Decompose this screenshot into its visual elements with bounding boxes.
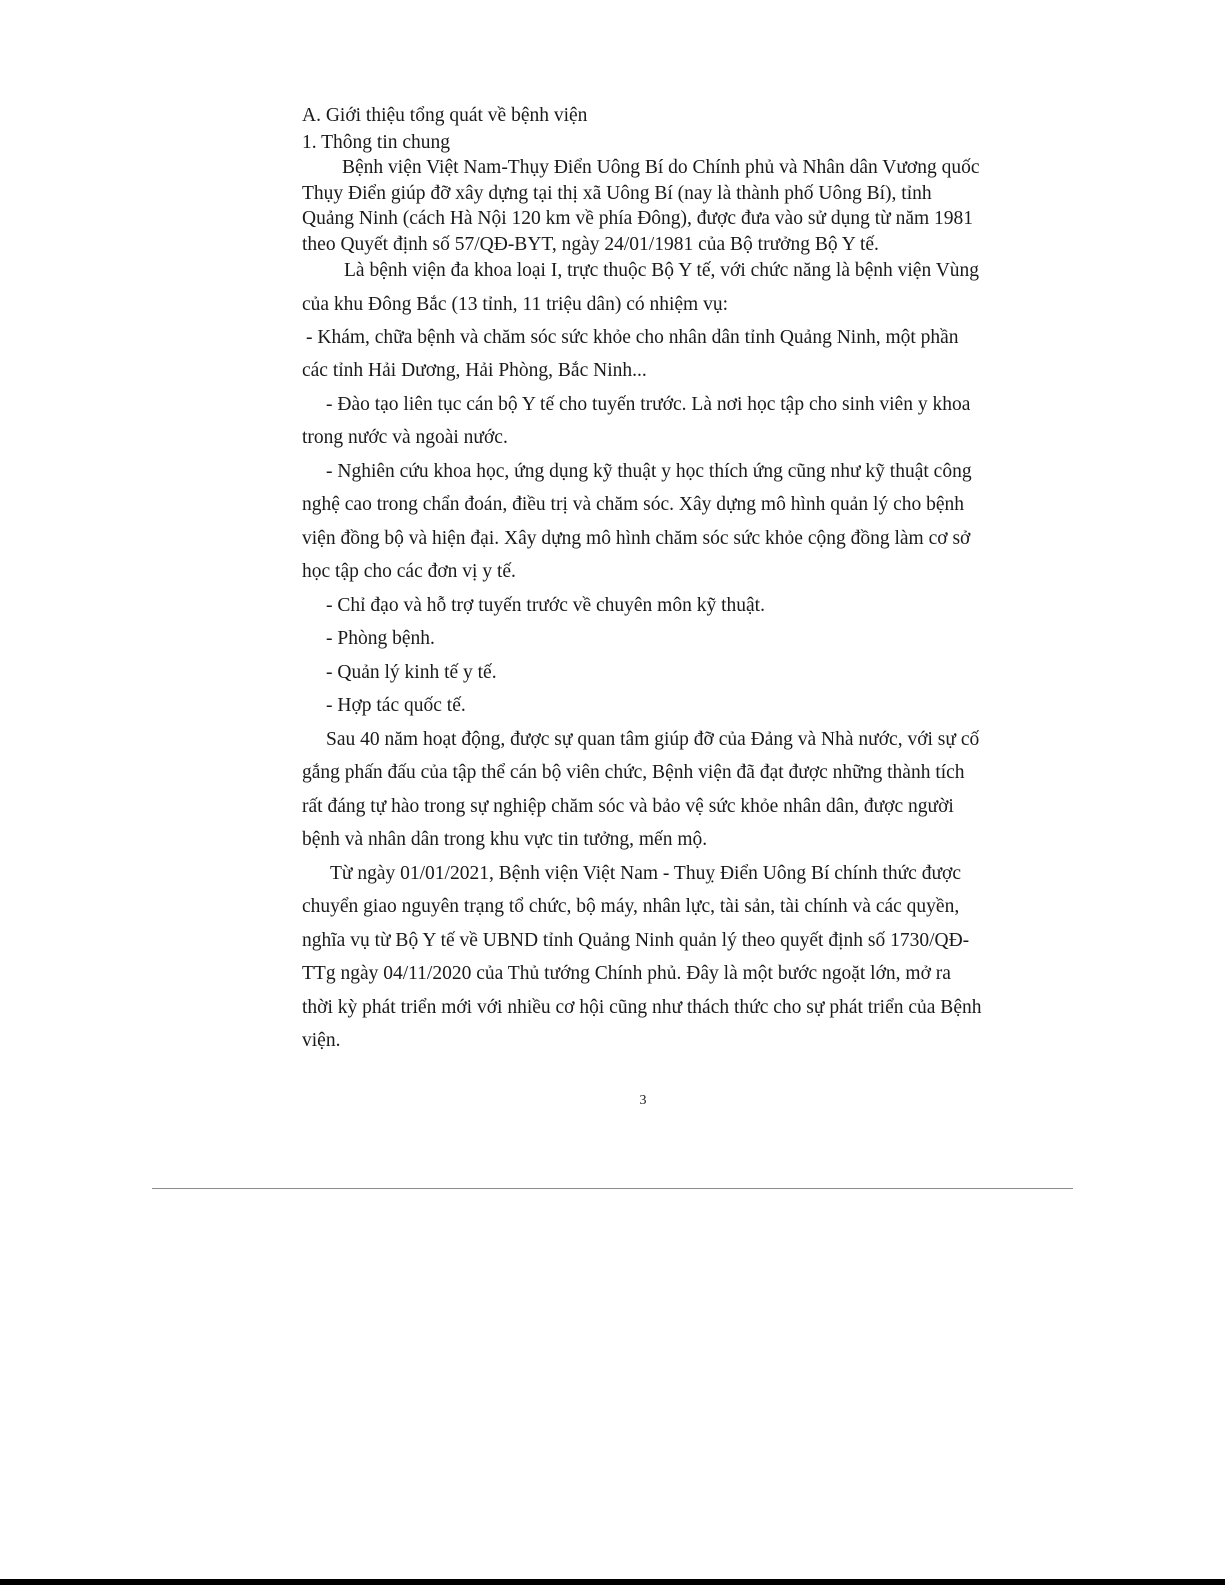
paragraph-line: của khu Đông Bắc (13 tỉnh, 11 triệu dân) có nhiệm vụ:: [302, 294, 729, 315]
list-item-line: viện đồng bộ và hiện đại. Xây dựng mô hình chăm sóc sức khỏe cộng đồng làm cơ sở: [302, 528, 971, 549]
paragraph-line: TTg ngày 04/11/2020 của Thủ tướng Chính phủ. Đây là một bước ngoặt lớn, mở ra: [302, 963, 951, 984]
paragraph-line: chuyển giao nguyên trạng tổ chức, bộ máy, nhân lực, tài sản, tài chính và các quyền,: [302, 896, 960, 917]
section-heading: A. Giới thiệu tổng quát về bệnh viện: [302, 105, 588, 126]
paragraph-line: Là bệnh viện đa khoa loại I, trực thuộc Bộ Y tế, với chức năng là bệnh viện Vùng: [344, 260, 980, 281]
list-item-line: - Nghiên cứu khoa học, ứng dụng kỹ thuật y học thích ứng cũng như kỹ thuật công: [326, 461, 972, 482]
paragraph-line: gắng phấn đấu của tập thể cán bộ viên chức, Bệnh viện đã đạt được những thành tích: [302, 762, 965, 783]
list-item-line: trong nước và ngoài nước.: [302, 427, 508, 448]
paragraph-line: Sau 40 năm hoạt động, được sự quan tâm giúp đỡ của Đảng và Nhà nước, với sự cố: [326, 729, 980, 750]
page-separator: [152, 1188, 1073, 1189]
list-item-line: học tập cho các đơn vị y tế.: [302, 561, 516, 582]
list-item-line: - Quản lý kinh tế y tế.: [326, 662, 497, 683]
paragraph-line: Quảng Ninh (cách Hà Nội 120 km về phía Đông), được đưa vào sử dụng từ năm 1981: [302, 208, 974, 229]
paragraph-line: nghĩa vụ từ Bộ Y tế về UBND tỉnh Quảng Ninh quản lý theo quyết định số 1730/QĐ-: [302, 930, 970, 951]
list-item-line: nghệ cao trong chẩn đoán, điều trị và chăm sóc. Xây dựng mô hình quản lý cho bệnh: [302, 494, 965, 515]
paragraph-line: Từ ngày 01/01/2021, Bệnh viện Việt Nam - Thuỵ Điển Uông Bí chính thức được: [330, 863, 961, 884]
paragraph-line: thời kỳ phát triển mới với nhiều cơ hội cũng như thách thức cho sự phát triển của Bệnh: [302, 997, 982, 1018]
list-item-line: - Phòng bệnh.: [326, 628, 435, 649]
list-item-line: - Đào tạo liên tục cán bộ Y tế cho tuyến trước. Là nơi học tập cho sinh viên y khoa: [326, 394, 971, 415]
page-number: 3: [639, 1093, 647, 1108]
list-item-line: - Khám, chữa bệnh và chăm sóc sức khỏe cho nhân dân tỉnh Quảng Ninh, một phần: [306, 327, 959, 348]
list-item-line: - Chỉ đạo và hỗ trợ tuyến trước về chuyên môn kỹ thuật.: [326, 595, 765, 616]
list-item-line: các tỉnh Hải Dương, Hải Phòng, Bắc Ninh...: [302, 360, 647, 381]
bottom-edge-bar: [0, 1579, 1225, 1585]
paragraph-line: Bệnh viện Việt Nam-Thụy Điển Uông Bí do Chính phủ và Nhân dân Vương quốc: [342, 157, 980, 178]
subsection-heading: 1. Thông tin chung: [302, 132, 451, 153]
paragraph-line: theo Quyết định số 57/QĐ-BYT, ngày 24/01/1981 của Bộ trưởng Bộ Y tế.: [302, 234, 879, 255]
paragraph-line: viện.: [302, 1030, 341, 1051]
paragraph-line: bệnh và nhân dân trong khu vực tin tưởng, mến mộ.: [302, 829, 708, 850]
paragraph-line: rất đáng tự hào trong sự nghiệp chăm sóc và bảo vệ sức khỏe nhân dân, được người: [302, 796, 954, 817]
paragraph-line: Thụy Điển giúp đỡ xây dựng tại thị xã Uông Bí (nay là thành phố Uông Bí), tỉnh: [302, 183, 932, 204]
list-item-line: - Hợp tác quốc tế.: [326, 695, 466, 716]
